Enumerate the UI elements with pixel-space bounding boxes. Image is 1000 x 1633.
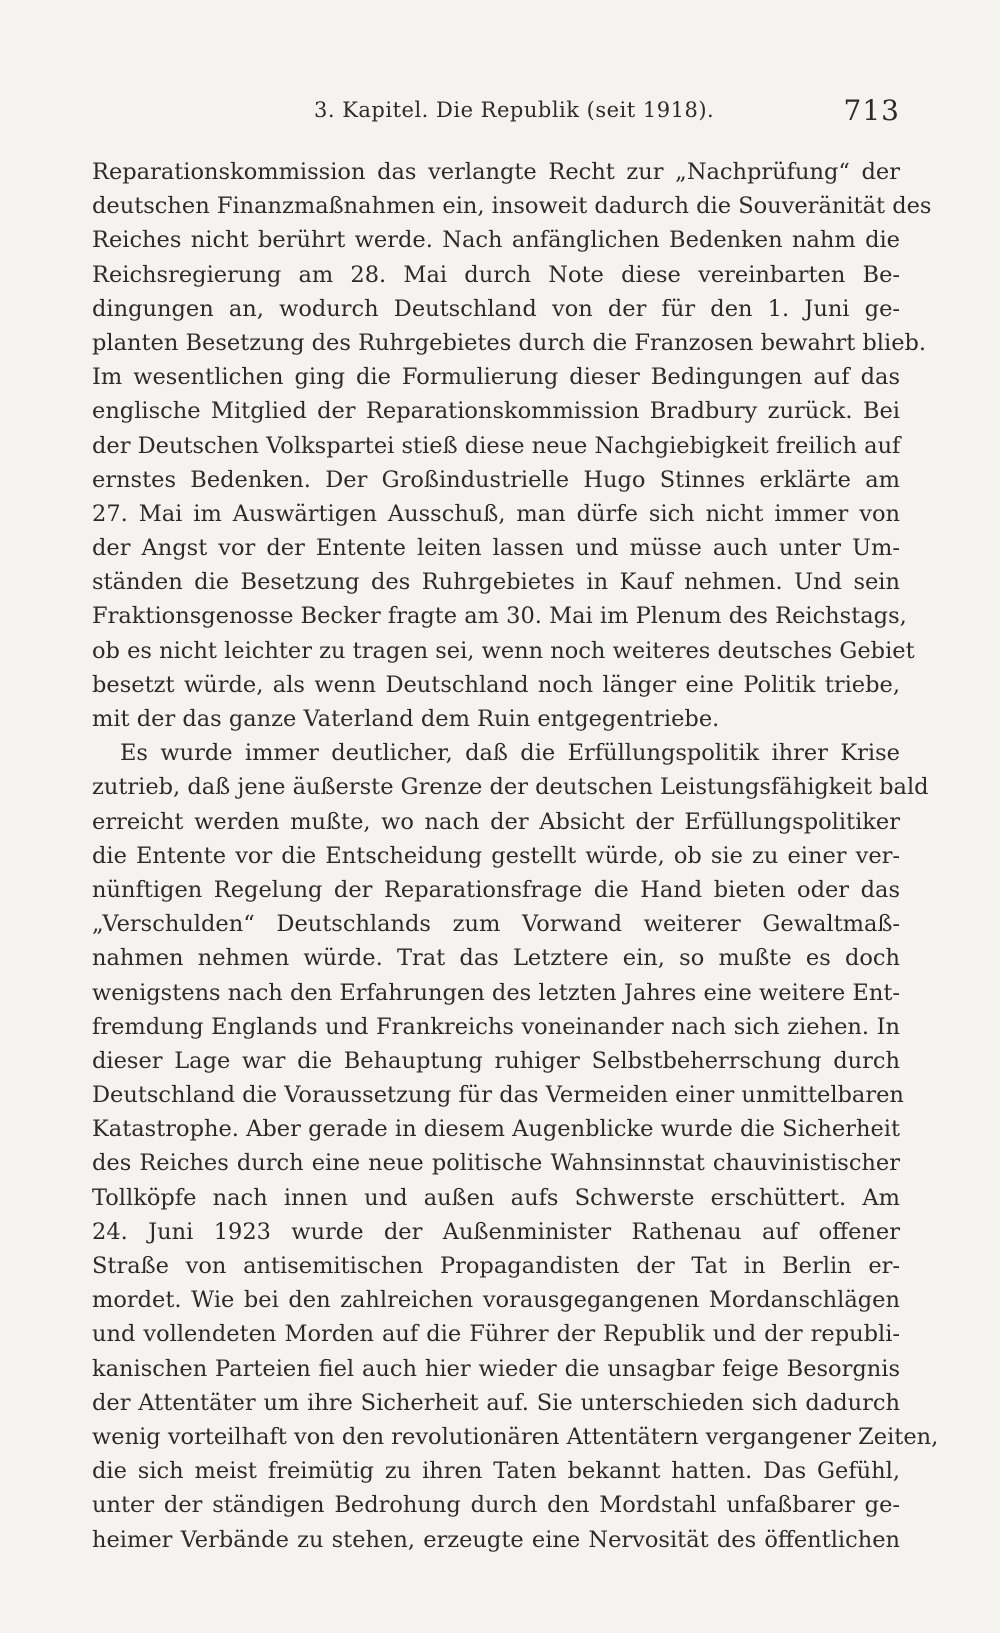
text-line: ständen die Besetzung des Ruhrgebietes in Kauf nehmen. Und sein	[92, 569, 900, 596]
text-line: Reiches nicht berührt werde. Nach anfänglichen Bedenken nahm die	[92, 227, 900, 254]
paragraph-start-line: Es wurde immer deutlicher, daß die Erfüllungspolitik ihrer Krise	[120, 740, 900, 767]
text-line: dieser Lage war die Behauptung ruhiger Selbstbeherrschung durch	[92, 1047, 900, 1074]
text-line: wenig vorteilhaft von den revolutionären Attentätern vergangener Zeiten,	[92, 1423, 939, 1450]
text-line: die Entente vor die Entscheidung gestellt würde, ob sie zu einer ver-	[92, 842, 900, 869]
text-line: englische Mitglied der Reparationskommission Bradbury zurück. Bei	[92, 398, 900, 425]
text-line: Tollköpfe nach innen und außen aufs Schwerste erschüttert. Am	[92, 1184, 900, 1211]
text-line: erreicht werden mußte, wo nach der Absicht der Erfüllungspolitiker	[92, 808, 900, 835]
text-line: Reparationskommission das verlangte Recht zur „Nachprüfung“ der	[92, 159, 900, 185]
text-line: heimer Verbände zu stehen, erzeugte eine Nervosität des öffentlichen	[92, 1526, 900, 1553]
text-line: 27. Mai im Auswärtigen Ausschuß, man dürfe sich nicht immer von	[92, 500, 900, 527]
text-line: Fraktionsgenosse Becker fragte am 30. Mai im Plenum des Reichstags,	[92, 603, 907, 630]
text-line: dingungen an, wodurch Deutschland von der für den 1. Juni ge-	[92, 295, 900, 322]
text-line: Im wesentlichen ging die Formulierung dieser Bedingungen auf das	[92, 364, 900, 391]
text-line: planten Besetzung des Ruhrgebietes durch die Franzosen bewahrt blieb.	[92, 329, 927, 356]
page-header	[92, 96, 900, 132]
text-line: mordet. Wie bei den zahlreichen vorausgegangenen Mordanschlägen	[92, 1287, 900, 1314]
text-line: Deutschland die Voraussetzung für das Vermeiden einer unmittelbaren	[92, 1082, 904, 1109]
paragraph-end-line: mit der das ganze Vaterland dem Ruin entgegentriebe.	[92, 706, 720, 732]
text-line: und vollendeten Morden auf die Führer der Republik und der republi-	[92, 1321, 900, 1348]
page-number: 713	[843, 94, 900, 127]
text-line: kanischen Parteien fiel auch hier wieder die unsagbar feige Besorgnis	[92, 1355, 900, 1382]
text-line: die sich meist freimütig zu ihren Taten bekannt hatten. Das Gefühl,	[92, 1458, 900, 1485]
text-line: deutschen Finanzmaßnahmen ein, insoweit dadurch die Souveränität des	[92, 193, 932, 220]
text-line: nünftigen Regelung der Reparationsfrage die Hand bieten oder das	[92, 876, 900, 903]
text-line: Katastrophe. Aber gerade in diesem Augenblicke wurde die Sicherheit	[92, 1116, 900, 1143]
text-line: wenigstens nach den Erfahrungen des letzten Jahres eine weitere Ent-	[92, 979, 900, 1006]
text-line: nahmen nehmen würde. Trat das Letztere ein, so mußte es doch	[92, 945, 900, 972]
text-line: ernstes Bedenken. Der Großindustrielle Hugo Stinnes erklärte am	[92, 466, 900, 493]
text-line: des Reiches durch eine neue politische Wahnsinnstat chauvinistischer	[92, 1150, 900, 1177]
text-line: besetzt würde, als wenn Deutschland noch länger eine Politik triebe,	[92, 671, 900, 698]
text-line: Straße von antisemitischen Propagandisten der Tat in Berlin er-	[92, 1253, 900, 1279]
text-line: ob es nicht leichter zu tragen sei, wenn noch weiteres deutsches Gebiet	[92, 637, 915, 664]
text-line: Reichsregierung am 28. Mai durch Note diese vereinbarten Be-	[92, 261, 900, 288]
body-text	[92, 155, 939, 1557]
text-line: der Attentäter um ihre Sicherheit auf. Sie unterschieden sich dadurch	[92, 1389, 900, 1416]
text-line: fremdung Englands und Frankreichs voneinander nach sich ziehen. In	[92, 1013, 900, 1040]
text-line: der Deutschen Volkspartei stieß diese neue Nachgiebigkeit freilich auf	[92, 432, 901, 459]
running-title: 3. Kapitel. Die Republik (seit 1918).	[314, 98, 715, 122]
text-line: der Angst vor der Entente leiten lassen und müsse auch unter Um-	[92, 535, 900, 562]
text-line: „Verschulden“ Deutschlands zum Vorwand weiterer Gewaltmaß-	[92, 911, 900, 938]
text-line: zutrieb, daß jene äußerste Grenze der deutschen Leistungsfähigkeit bald	[92, 774, 929, 801]
text-line: 24. Juni 1923 wurde der Außenminister Rathenau auf offener	[92, 1218, 900, 1245]
text-line: unter der ständigen Bedrohung durch den Mordstahl unfaßbarer ge-	[92, 1492, 900, 1519]
